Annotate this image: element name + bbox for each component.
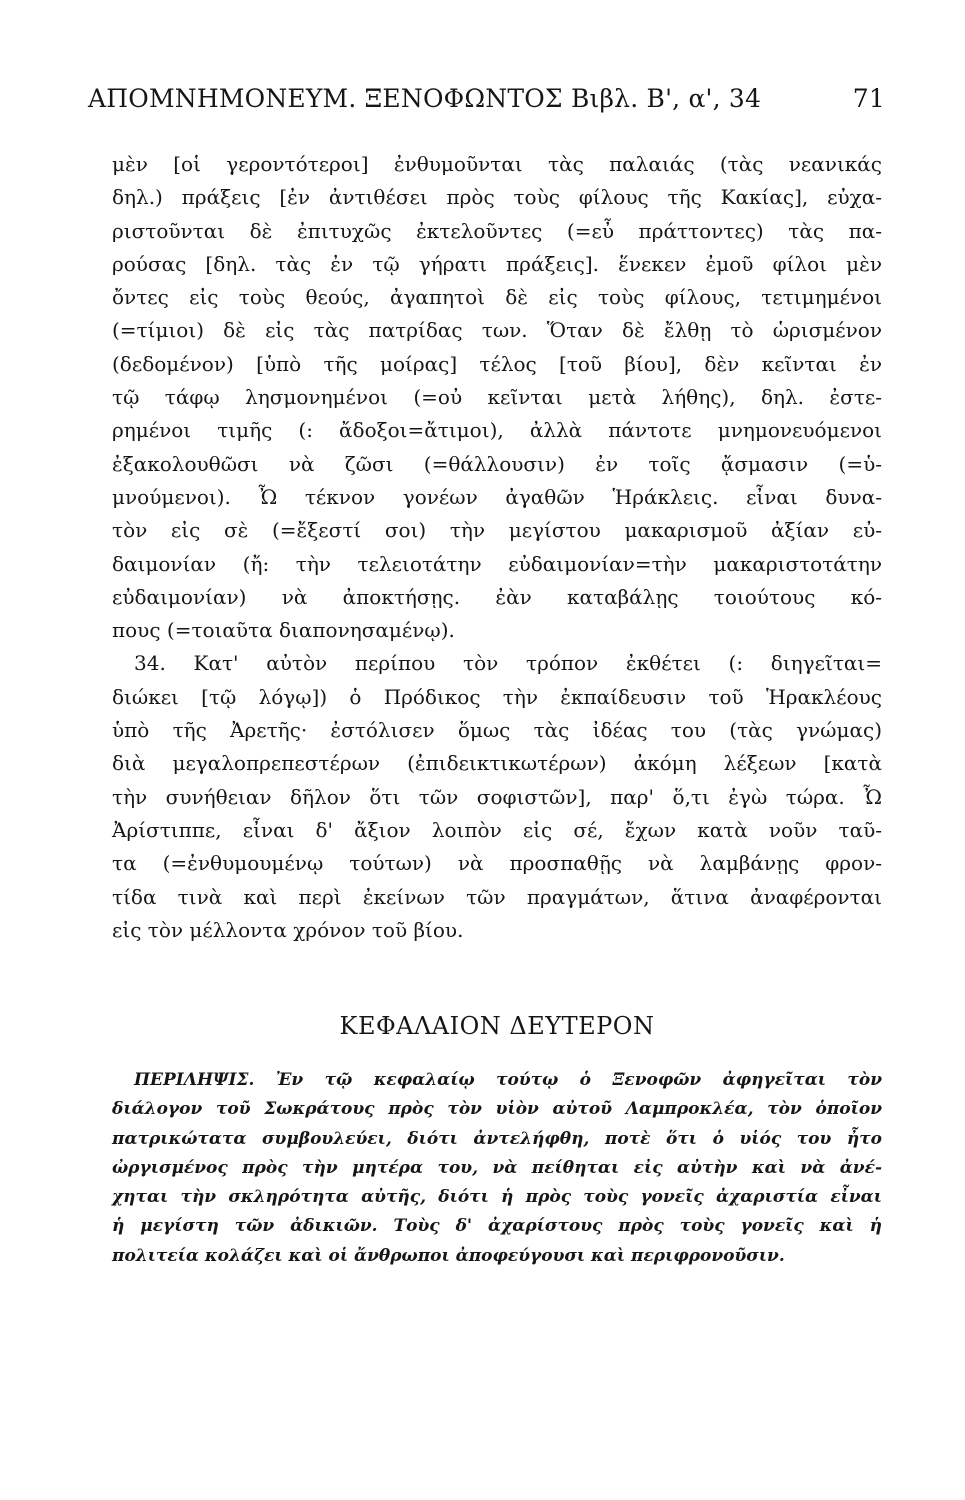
running-title: ΑΠΟΜΝΗΜΟΝΕΥΜ. ΞΕΝΟΦΩΝΤΟΣ Βιβλ. Β', α', 34 <box>88 84 762 113</box>
summary-line: ἡ μεγίστη τῶν ἀδικιῶν. Τοὺς δ' ἀχαρίστους πρὸς τοὺς γονεῖς καὶ ἡ <box>112 1216 882 1237</box>
text-line: δαιμονίαν (ἤ: τὴν τελειοτάτην εὐδαιμονίαν=τὴν μακαριστοτάτην <box>112 551 882 576</box>
running-header <box>88 84 885 113</box>
text-line: πους (=τοιαῦτα διαπονησαμένῳ). <box>112 618 455 643</box>
text-line: ἐξακολουθῶσι νὰ ζῶσι (=θάλλουσιν) ἐν τοῖς ᾄσμασιν (=ὑ- <box>112 451 882 476</box>
page-number: 71 <box>852 84 885 113</box>
chapter-heading: ΚΕΦΑΛΑΙΟΝ ΔΕΥΤΕΡΟΝ <box>339 1012 655 1040</box>
text-line: ὄντες εἰς τοὺς θεούς, ἀγαπητοὶ δὲ εἰς τοὺς φίλους, τετιμημένοι <box>112 285 882 310</box>
summary-line: ΠΕΡΙΛΗΨΙΣ. Ἐν τῷ κεφαλαίῳ τούτῳ ὁ Ξενοφῶν ἀφηγεῖται τὸν <box>134 1070 882 1090</box>
text-line: μὲν [οἱ γεροντότεροι] ἐνθυμοῦνται τὰς παλαιάς (τὰς νεανικάς <box>112 152 882 176</box>
summary-line: ὠργισμένος πρὸς τὴν μητέρα του, νὰ πείθηται εἰς αὐτὴν καὶ νὰ ἀνέ- <box>112 1157 882 1178</box>
text-line: εὐδαιμονίαν) νὰ ἀποκτήσῃς. ἐὰν καταβάλῃς τοιούτους κό- <box>112 584 882 609</box>
text-line: τίδα τινὰ καὶ περὶ ἐκείνων τῶν πραγμάτων, ἅτινα ἀναφέρονται <box>112 884 882 909</box>
summary-line: πατρικώτατα συμβουλεύει, διότι ἀντελήφθη, ποτὲ ὅτι ὁ υἱός του ἦτο <box>112 1128 882 1149</box>
summary-line: χηται τὴν σκληρότητα αὐτῆς, διότι ἡ πρὸς τοὺς γονεῖς ἀχαριστία εἶναι <box>112 1187 882 1208</box>
chapter-summary <box>112 1066 882 1271</box>
text-line: τα (=ἐνθυμουμένῳ τούτων) νὰ προσπαθῇς νὰ λαμβάνῃς φρον- <box>112 851 882 876</box>
text-line: ρούσας [δηλ. τὰς ἐν τῷ γήρατι πράξεις]. ἕνεκεν ἐμοῦ φίλοι μὲν <box>112 251 882 276</box>
text-line: εἰς τὸν μέλλοντα χρόνον τοῦ βίου. <box>112 917 464 942</box>
text-line: δηλ.) πράξεις [ἐν ἀντιθέσει πρὸς τοὺς φίλους τῆς Κακίας], εὐχα- <box>112 185 882 210</box>
text-line: τὸν εἰς σὲ (=ἔξεστί σοι) τὴν μεγίστου μακαρισμοῦ ἀξίαν εὐ- <box>112 518 882 543</box>
text-line: διὰ μεγαλοπρεπεστέρων (ἐπιδεικτικωτέρων) ἀκόμη λέξεων [κατὰ <box>112 751 882 776</box>
text-line: (=τίμιοι) δὲ εἰς τὰς πατρίδας των. Ὅταν δὲ ἔλθῃ τὸ ὡρισμένον <box>112 318 882 343</box>
summary-line: διάλογον τοῦ Σωκράτους πρὸς τὸν υἱὸν αὐτοῦ Λαμπροκλέα, τὸν ὁποῖον <box>112 1099 882 1120</box>
text-line: τὴν συνήθειαν δῆλον ὅτι τῶν σοφιστῶν], παρ' ὅ,τι ἐγὼ τώρα. Ὦ <box>112 784 882 809</box>
text-line: (δεδομένον) [ὑπὸ τῆς μοίρας] τέλος [τοῦ βίου], δὲν κεῖνται ἐν <box>112 351 882 376</box>
text-line: τῷ τάφῳ λησμονημένοι (=οὐ κεῖνται μετὰ λήθης), δηλ. ἐστε- <box>112 385 882 410</box>
section-34-start: 34. Κατ' αὐτὸν περίπου τὸν τρόπον ἐκθέτει (: διηγεῖται= <box>134 651 882 676</box>
text-line: ὑπὸ τῆς Ἀρετῆς· ἐστόλισεν ὅμως τὰς ἰδέας του (τὰς γνώμας) <box>112 718 882 743</box>
commentary-text <box>112 148 882 947</box>
summary-line: πολιτεία κολάζει καὶ οἱ ἄνθρωποι ἀποφεύγουσι καὶ περιφρονοῦσιν. <box>112 1245 785 1266</box>
text-line: ρημένοι τιμῆς (: ἄδοξοι=ἄτιμοι), ἀλλὰ πάντοτε μνημονευόμενοι <box>112 418 882 443</box>
text-line: μνούμενοι). Ὦ τέκνον γονέων ἀγαθῶν Ἡράκλεις. εἶναι δυνα- <box>112 484 882 509</box>
text-line: διώκει [τῷ λόγῳ]) ὁ Πρόδικος τὴν ἐκπαίδευσιν τοῦ Ἡρακλέους <box>112 684 882 709</box>
text-line: Ἀρίστιππε, εἶναι δ' ἄξιον λοιπὸν εἰς σέ, ἔχων κατὰ νοῦν ταῦ- <box>112 817 882 842</box>
text-line: ριστοῦνται δὲ ἐπιτυχῶς ἐκτελοῦντες (=εὖ πράττοντες) τὰς πα- <box>112 218 882 243</box>
